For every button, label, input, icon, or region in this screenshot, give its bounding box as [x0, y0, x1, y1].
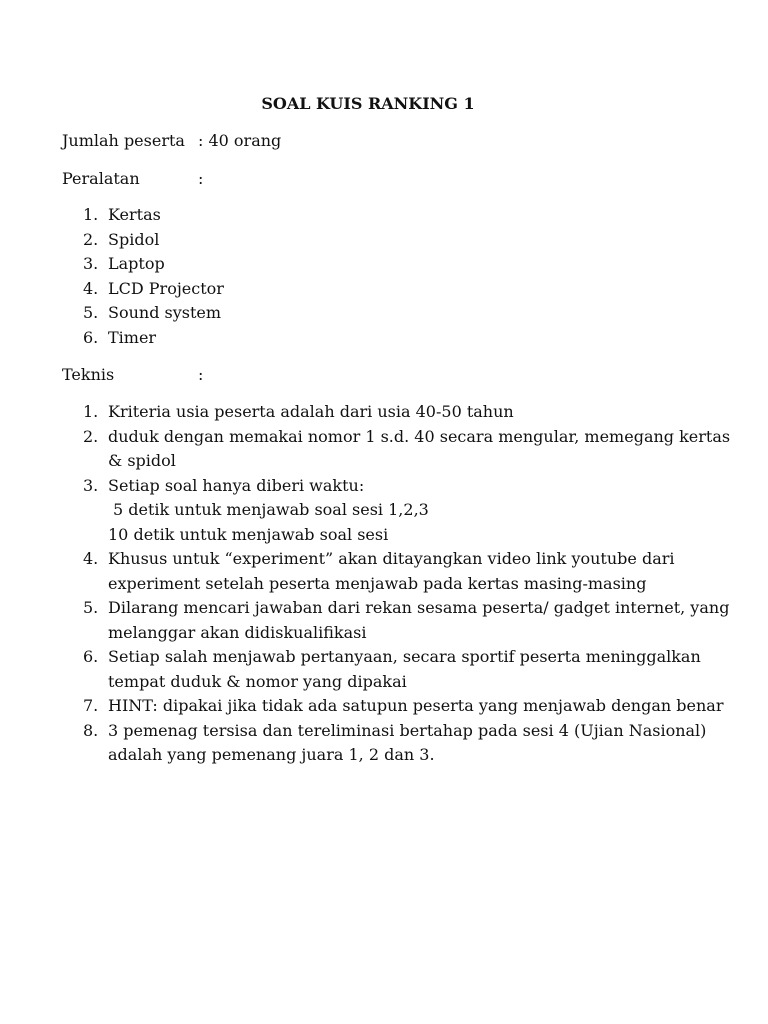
- list-item-number: 5.: [83, 598, 99, 617]
- list-item-text: Timer: [108, 327, 157, 347]
- field-value: :: [198, 169, 204, 188]
- list-item: [83, 252, 703, 277]
- list-item: [83, 719, 707, 768]
- field-value: :: [198, 365, 204, 384]
- list-item-text: experiment setelah peserta menjawab pada kertas masing-masing: [108, 573, 647, 593]
- list-item-number: 2.: [83, 426, 99, 446]
- list-item-text: Spidol: [108, 229, 160, 249]
- list-item: [83, 474, 703, 548]
- field-label: Jumlah peserta: [62, 131, 185, 150]
- list-item: [83, 596, 730, 645]
- list-item: [83, 694, 724, 719]
- field-jumlah-peserta: [62, 129, 281, 153]
- list-item-text: Setiap soal hanya diberi waktu:: [108, 475, 365, 495]
- list-item: [83, 645, 703, 694]
- list-item-text: tempat duduk & nomor yang dipakai: [108, 671, 407, 691]
- list-item-number: 5.: [83, 303, 99, 322]
- list-item-number: 4.: [83, 549, 99, 568]
- list-item-text: Khusus untuk “experiment” akan ditayangkan video link youtube dari: [108, 549, 675, 568]
- list-item-number: 1.: [83, 205, 99, 224]
- list-item: [83, 228, 703, 253]
- list-item-text: duduk dengan memakai nomor 1 s.d. 40 secara mengular, memegang kertas: [108, 426, 731, 446]
- list-item-text: Laptop: [108, 254, 165, 273]
- list-item: [83, 203, 703, 228]
- list-item-text: Kriteria usia peserta adalah dari usia 40-50 tahun: [108, 402, 514, 421]
- list-item-number: 6.: [83, 647, 99, 666]
- list-item-number: 3.: [83, 475, 99, 495]
- list-item-text: Sound system: [108, 303, 222, 322]
- list-item: [83, 547, 703, 596]
- peralatan-list: [83, 203, 703, 350]
- field-peralatan: [62, 167, 203, 191]
- list-item-text: Kertas: [108, 205, 161, 224]
- field-label: Teknis: [62, 365, 115, 384]
- list-item-text: melanggar akan didiskualifikasi: [108, 622, 367, 642]
- list-item-number: 6.: [83, 327, 99, 347]
- teknis-list: [83, 400, 731, 768]
- list-item-text: & spidol: [108, 451, 176, 470]
- list-item-subtext: 5 detik untuk menjawab soal sesi 1,2,3: [113, 500, 429, 519]
- list-item: [83, 301, 703, 326]
- list-item-number: 4.: [83, 278, 99, 298]
- field-teknis: [62, 363, 203, 387]
- list-item: [83, 425, 731, 474]
- list-item-text: Dilarang mencari jawaban dari rekan sesama peserta/ gadget internet, yang: [108, 598, 730, 617]
- list-item-text: Setiap salah menjawab pertanyaan, secara sportif peserta meninggalkan: [108, 647, 701, 666]
- list-item-number: 8.: [83, 720, 99, 740]
- document-title: SOAL KUIS RANKING 1: [261, 94, 475, 113]
- list-item-number: 7.: [83, 696, 99, 715]
- list-item-text: LCD Projector: [108, 278, 224, 298]
- list-item-text: 3 pemenag tersisa dan tereliminasi bertahap pada sesi 4 (Ujian Nasional): [108, 720, 707, 740]
- field-value: : 40 orang: [198, 131, 282, 150]
- list-item-number: 2.: [83, 229, 99, 249]
- list-item-subtext: 10 detik untuk menjawab soal sesi: [108, 524, 389, 544]
- list-item-text: HINT: dipakai jika tidak ada satupun peserta yang menjawab dengan benar: [108, 696, 724, 715]
- list-item: [83, 277, 703, 302]
- list-item-number: 3.: [83, 254, 99, 273]
- list-item-number: 1.: [83, 402, 99, 421]
- field-label: Peralatan: [62, 169, 140, 188]
- list-item: [83, 326, 703, 351]
- list-item-text: adalah yang pemenang juara 1, 2 dan 3.: [108, 745, 435, 764]
- list-item: [83, 400, 703, 425]
